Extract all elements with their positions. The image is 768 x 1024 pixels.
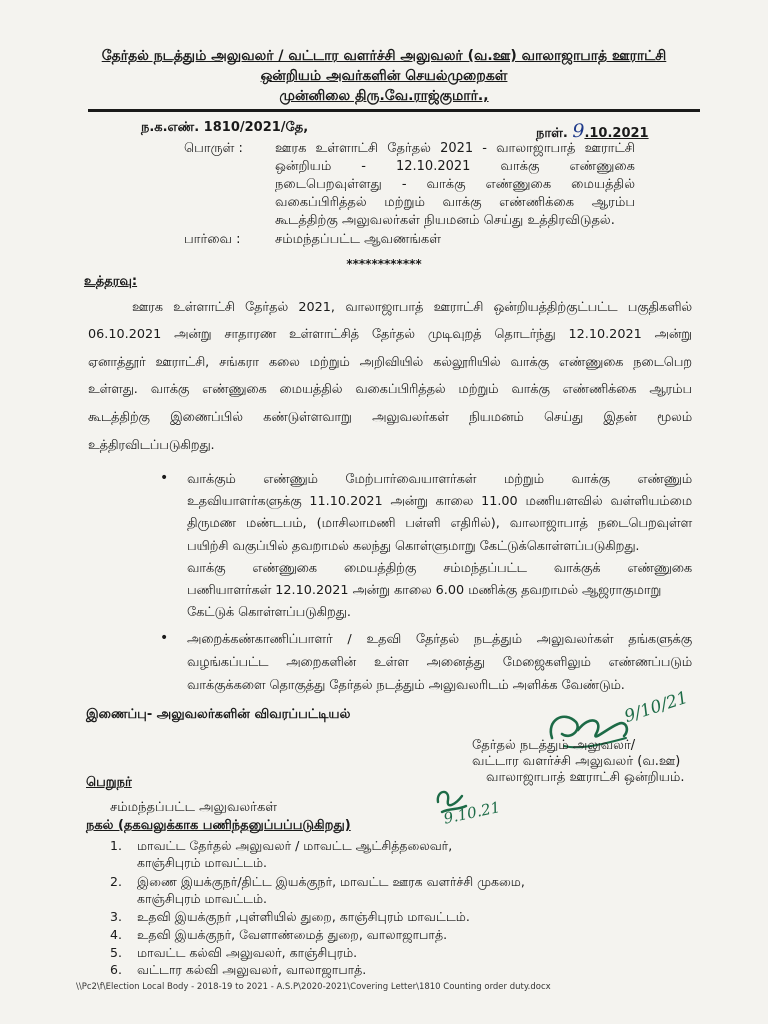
header-rule: [88, 109, 700, 112]
signatory-line: தேர்தல் நடத்தும் அலுவலர்/: [472, 738, 636, 753]
bullet-line: உதவியாளர்களுக்கு 11.10.2021 அன்று காலை 11.00 மணியளவில் வள்ளியம்மை: [187, 494, 692, 509]
bullet-line: வாக்கு எண்ணுகை மையத்திற்கு சம்மந்தப்பட்ட வாக்குக் எண்ணுகை: [187, 561, 692, 576]
header-line-3: முன்னிலை திரு.வே.ராஜ்குமார்.,: [279, 88, 489, 104]
copy-item-line: மாவட்ட தேர்தல் அலுவலர் / மாவட்ட ஆட்சித்தலைவர்,: [137, 838, 453, 853]
copy-item-number: 6.: [110, 962, 122, 977]
order-line: கூடத்திற்கு இணைப்பில் கண்டுள்ளவாறு அலுவலர்கள் நியமனம் செய்து இதன் மூலம்: [88, 410, 692, 425]
bullet-line: பணியாளர்கள் 12.10.2021 அன்று காலை 6.00 மணிக்கு தவறாமல் ஆஜராகுமாறு: [187, 583, 662, 598]
bullet-line: அறைக்கண்காணிப்பாளர் / உதவி தேர்தல் நடத்தும் அலுவலர்கள் தங்களுக்கு: [187, 632, 692, 647]
subject-line: வகைப்பிரித்தல் மற்றும் வாக்கு எண்ணிக்கை ஆரம்ப: [275, 195, 635, 210]
copy-item-line: மாவட்ட கல்வி அலுவலர், காஞ்சிபுரம்.: [137, 945, 358, 960]
bullet-line: திருமண மண்டபம், (மாசிலாமணி பள்ளி எதிரில்), வாலாஜாபாத் நடைபெறவுள்ள: [187, 516, 692, 531]
bullet-line: வழங்கப்பட்ட அறைகளின் உள்ள அனைத்து மேஜைகளிலும் எண்ணப்படும்: [187, 655, 692, 670]
subject-line: நடைபெறவுள்ளது - வாக்கு எண்ணுகை மையத்தில்: [275, 177, 635, 192]
copy-item-line: வட்டார கல்வி அலுவலர், வாலாஜாபாத்.: [137, 962, 367, 977]
date-month-year: .10.2021: [584, 126, 649, 141]
copy-item-number: 5.: [110, 945, 122, 960]
copy-item-line: காஞ்சிபுரம் மாவட்டம்.: [137, 855, 268, 870]
order-line: ஏனாத்தூர் ஊராட்சி, சங்கரா கலை மற்றும் அறிவியில் கல்லூரியில் வாக்கு எண்ணுகை நடைபெற: [88, 355, 692, 370]
bullet-line: வாக்குக்களை தொகுத்து தேர்தல் நடத்தும் அலுவலரிடம் அளிக்க வேண்டும்.: [187, 678, 625, 693]
copy-item-number: 4.: [110, 927, 122, 942]
signatory-line: வாலாஜாபாத் ஊராட்சி ஒன்றியம்.: [486, 770, 685, 785]
copy-heading: நகல் (தகவலுக்காக பணிந்தனுப்பப்படுகிறது): [86, 818, 351, 833]
recipient-text: சம்மந்தப்பட்ட அலுவலர்கள்: [110, 800, 278, 815]
copy-item-line: காஞ்சிபுரம் மாவட்டம்.: [137, 891, 268, 906]
copy-item-number: 3.: [110, 909, 122, 924]
header-line-2: ஒன்றியம் அவர்களின் செயல்முறைகள்: [260, 68, 508, 84]
order-heading: உத்தரவு:: [84, 274, 138, 289]
reference-text: சம்மந்தப்பட்ட ஆவணங்கள்: [275, 232, 441, 247]
order-line: 06.10.2021 அன்று சாதாரண உள்ளாட்சித் தேர்தல் முடிவுறத் தொடர்ந்து 12.10.2021 அன்று: [88, 327, 692, 342]
subject-line: ஒன்றியம் - 12.10.2021 வாக்கு எண்ணுகை: [275, 159, 635, 174]
bullet-icon: •: [160, 630, 169, 646]
bullet-icon: •: [160, 470, 169, 486]
subject-line: கூடத்திற்கு அலுவலர்கள் நியமனம் செய்து உத்திரவிடுதல்.: [275, 213, 615, 228]
reference-number: ந.க.எண். 1810/2021/தே,: [141, 120, 309, 135]
bullet-line: வாக்கும் எண்ணும் மேற்பார்வையாளர்கள் மற்றும் வாக்கு எண்ணும்: [187, 472, 692, 487]
order-line: உத்திரவிடப்படுகிறது.: [88, 438, 215, 453]
bullet-line: கேட்டுக் கொள்ளப்படுகிறது.: [187, 605, 351, 620]
header-line-1: தேர்தல் நடத்தும் அலுவலர் / வட்டார வளர்ச்சி அலுவலர் (வ.ஊ) வாலாஜாபாத் ஊராட்சி: [101, 48, 667, 64]
recipient-heading: பெறுநர்: [86, 775, 132, 790]
order-line: ஊரக உள்ளாட்சி தேர்தல் 2021, வாலாஜாபாத் ஊராட்சி ஒன்றியத்திற்குட்பட்ட பகுதிகளில்: [132, 300, 692, 315]
copy-item-number: 1.: [110, 838, 122, 853]
copy-item-line: இணை இயக்குநர்/திட்ட இயக்குநர், மாவட்ட ஊரக வளர்ச்சி முகமை,: [137, 874, 525, 889]
file-path-footer: \\Pc2\f\Election Local Body - 2018-19 to 2021 - A.S.P\2020-2021\Covering Letter\1810 Counting order duty.docx: [76, 982, 551, 992]
date-day-handwritten: 9: [572, 120, 585, 142]
bullet-line: பயிற்சி வகுப்பில் தவறாமல் கலந்து கொள்ளுமாறு கேட்டுக்கொள்ளப்படுகிறது.: [187, 539, 640, 554]
signatory-line: வட்டார வளர்ச்சி அலுவலர் (வ.ஊ): [472, 754, 681, 769]
reference-label: பார்வை :: [184, 232, 241, 247]
subject-label: பொருள் :: [184, 141, 243, 156]
annexure-note: இணைப்பு- அலுவலர்களின் விவரப்பட்டியல்: [86, 707, 351, 722]
handwritten-initials-date: 9.10.21: [442, 798, 502, 828]
copy-item-line: உதவி இயக்குநர் ,புள்ளியில் துறை, காஞ்சிபுரம் மாவட்டம்.: [137, 909, 470, 924]
separator: ************: [346, 257, 422, 271]
subject-line: ஊரக உள்ளாட்சி தேர்தல் 2021 - வாலாஜாபாத் ஊராட்சி: [275, 141, 635, 156]
copy-item-line: உதவி இயக்குநர், வேளாண்மைத் துறை, வாலாஜாபாத்.: [137, 927, 448, 942]
date-label: நாள்.: [536, 126, 568, 141]
copy-item-number: 2.: [110, 874, 122, 889]
order-line: உள்ளது. வாக்கு எண்ணுகை மையத்தில் வகைப்பிரித்தல் மற்றும் வாக்கு எண்ணிக்கை ஆரம்ப: [88, 382, 692, 397]
letter-date: [536, 120, 649, 142]
handwritten-signature-date: 9/10/21: [622, 687, 691, 728]
